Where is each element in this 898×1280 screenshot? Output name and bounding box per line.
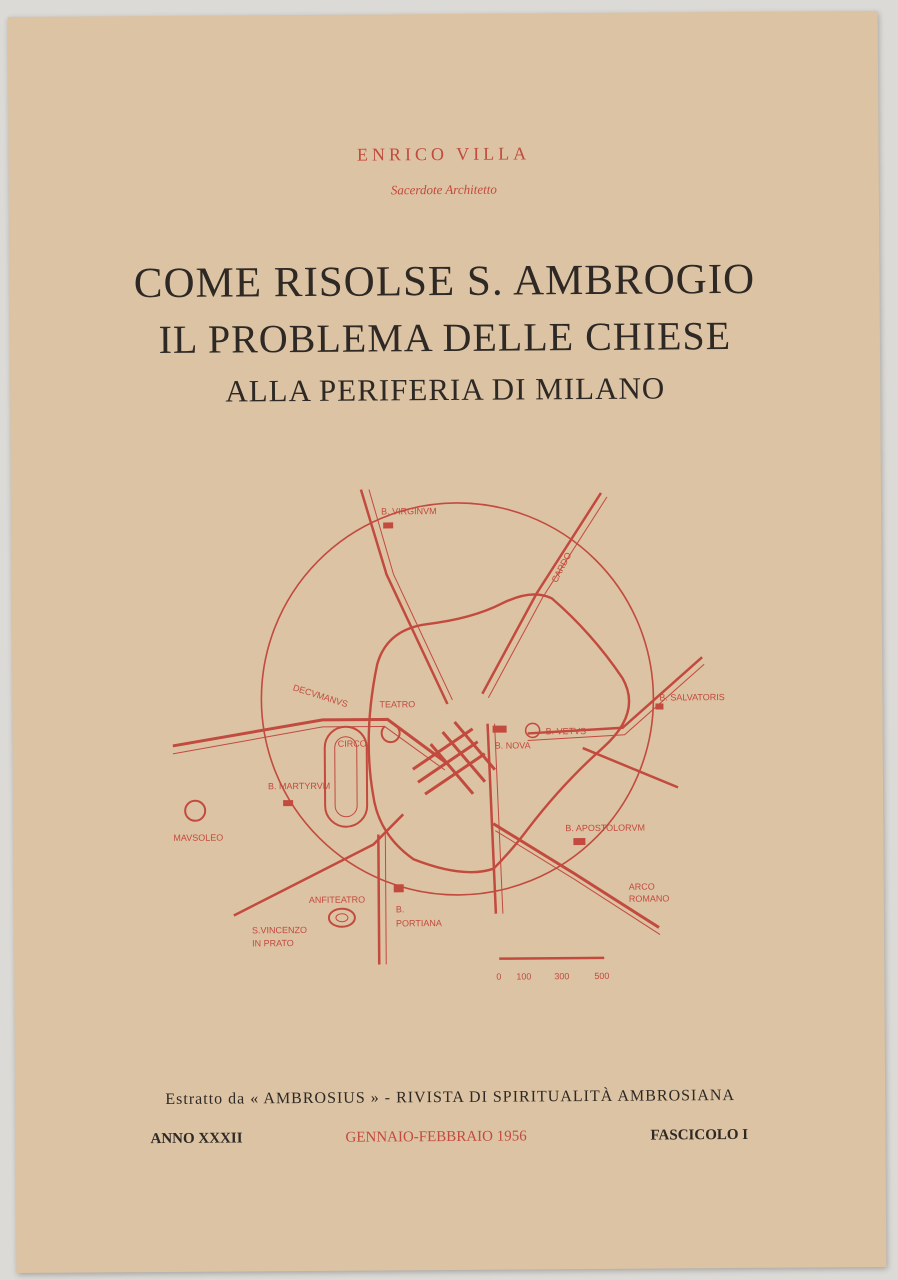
map-label-apostolorum: B. APOSTOLORVM bbox=[565, 822, 646, 834]
map-label-arco: ARCO bbox=[628, 881, 655, 892]
issue-date: GENNAIO-FEBBRAIO 1956 bbox=[345, 1128, 527, 1146]
scale-tick: 500 bbox=[594, 970, 610, 981]
map-label-decumanus: DECVMANVS bbox=[291, 682, 350, 710]
map-label-mausoleo: MAVSOLEO bbox=[173, 832, 224, 843]
booklet-cover bbox=[8, 11, 887, 1273]
map-label-martyrum: B. MARTYRVM bbox=[267, 780, 331, 792]
map-label-romano: ROMANO bbox=[628, 893, 670, 904]
mausoleum-symbol bbox=[185, 801, 205, 821]
scale-tick: 100 bbox=[516, 971, 532, 982]
anno-label: ANNO XXXII bbox=[150, 1130, 243, 1148]
amphitheatre-symbol bbox=[329, 909, 355, 927]
map-label-virginum: B. VIRGINVM bbox=[381, 506, 437, 517]
author-name: ENRICO VILLA bbox=[356, 143, 531, 165]
map-label-circo: CIRCO bbox=[337, 738, 367, 749]
map-label-nova: B. NOVA bbox=[494, 740, 531, 751]
map-label-cardo: CARDO bbox=[549, 550, 574, 585]
scale-bar bbox=[499, 958, 604, 959]
map-label-anfiteatro: ANFITEATRO bbox=[308, 894, 366, 905]
theatre-symbol bbox=[382, 726, 400, 742]
author-role: Sacerdote Architetto bbox=[390, 181, 497, 198]
scale-tick: 300 bbox=[554, 971, 570, 982]
milan-map-illustration bbox=[171, 462, 735, 996]
title-line-2: IL PROBLEMA DELLE CHIESE bbox=[158, 313, 732, 363]
title-line-3: ALLA PERIFERIA DI MILANO bbox=[225, 370, 666, 409]
cardo-road bbox=[481, 493, 602, 694]
title-line-1: COME RISOLSE S. AMBROGIO bbox=[133, 255, 756, 308]
scale-tick: 0 bbox=[496, 971, 502, 982]
map-label-in-prato: IN PRATO bbox=[252, 938, 294, 949]
map-label-vincenzo: S.VINCENZO bbox=[251, 924, 308, 936]
forum-grid bbox=[413, 722, 496, 795]
road-south bbox=[378, 834, 379, 964]
extract-line: Estratto da « AMBROSIUS » - RIVISTA DI SPIRITUALITÀ AMBROSIANA bbox=[165, 1087, 736, 1108]
fascicolo-label: FASCICOLO I bbox=[650, 1126, 749, 1144]
map-label-vetus: B. VETVS bbox=[545, 726, 587, 737]
map-label-salvatoris: B. SALVATORIS bbox=[659, 692, 725, 703]
map-label-portiana: PORTIANA bbox=[395, 918, 442, 929]
map-label-b: B. bbox=[395, 904, 405, 915]
map-label-teatro: TEATRO bbox=[379, 699, 416, 710]
